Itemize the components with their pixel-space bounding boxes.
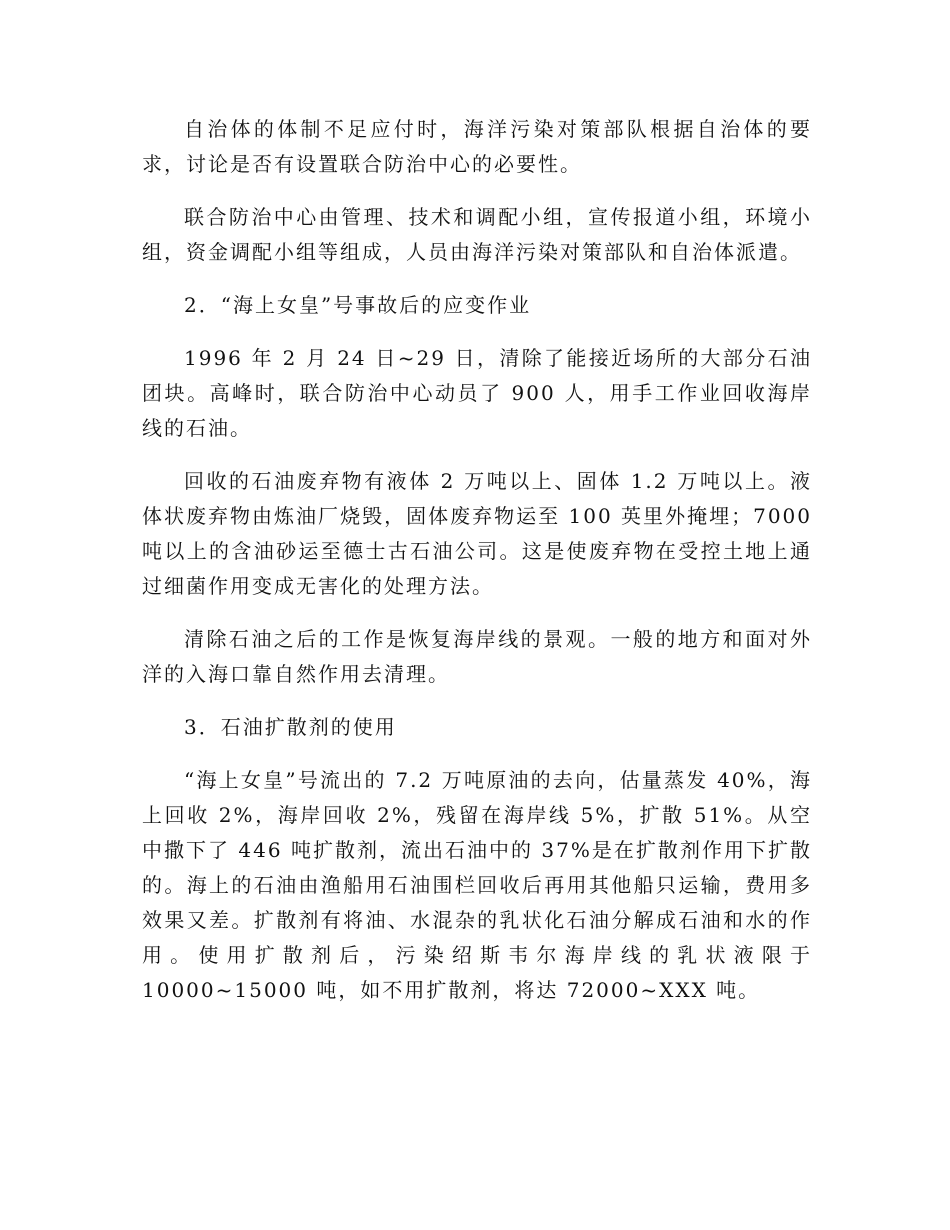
document-body — [142, 112, 812, 1026]
paragraph-waste-disposal: 回收的石油废弃物有液体 2 万吨以上、固体 1.2 万吨以上。液体状废弃物由炼油厂烧毁，固体废弃物运至 100 英里外掩埋；7000 吨以上的含油砂运至德士古石油公司。这是使废弃物在受控土地上通过细菌作用变成无害化的处理方法。 — [142, 469, 812, 598]
paragraph-joint-center-necessity: 自治体的体制不足应付时，海洋污染对策部队根据自治体的要求，讨论是否有设置联合防治中心的必要性。 — [142, 117, 812, 176]
paragraph-oil-clearance: 1996 年 2 月 24 日~29 日，清除了能接近场所的大部分石油团块。高峰时，联合防治中心动员了 900 人，用手工作业回收海岸线的石油。 — [142, 346, 812, 440]
paragraph-coast-restoration: 清除石油之后的工作是恢复海岸线的景观。一般的地方和面对外洋的入海口靠自然作用去清理。 — [142, 627, 812, 686]
section-heading-dispersant-use: 3．石油扩散剂的使用 — [184, 715, 397, 739]
paragraph-joint-center-composition: 联合防治中心由管理、技术和调配小组，宣传报道小组，环境小组，资金调配小组等组成，人员由海洋污染对策部队和自治体派遣。 — [142, 205, 812, 264]
paragraph-dispersant-details: “海上女皇”号流出的 7.2 万吨原油的去向，估量蒸发 40%，海上回收 2%，海岸回收 2%，残留在海岸线 5%，扩散 51%。从空中撒下了 446 吨扩散剂，流出石油中的 37%是在扩散剂作用下扩散的。海上的石油由渔船用石油围栏回收后再用其他船只运输，费用多效果又差。扩散剂有将油、水混杂的乳状化石油分解成石油和水的作用。使用扩散剂后，污染绍斯韦尔海岸线的乳状液限于 10000~15000 吨，如不用扩散剂，将达 72000~XXX 吨。 — [142, 768, 812, 1002]
section-heading-response-operations: 2．“海上女皇”号事故后的应变作业 — [184, 293, 532, 317]
